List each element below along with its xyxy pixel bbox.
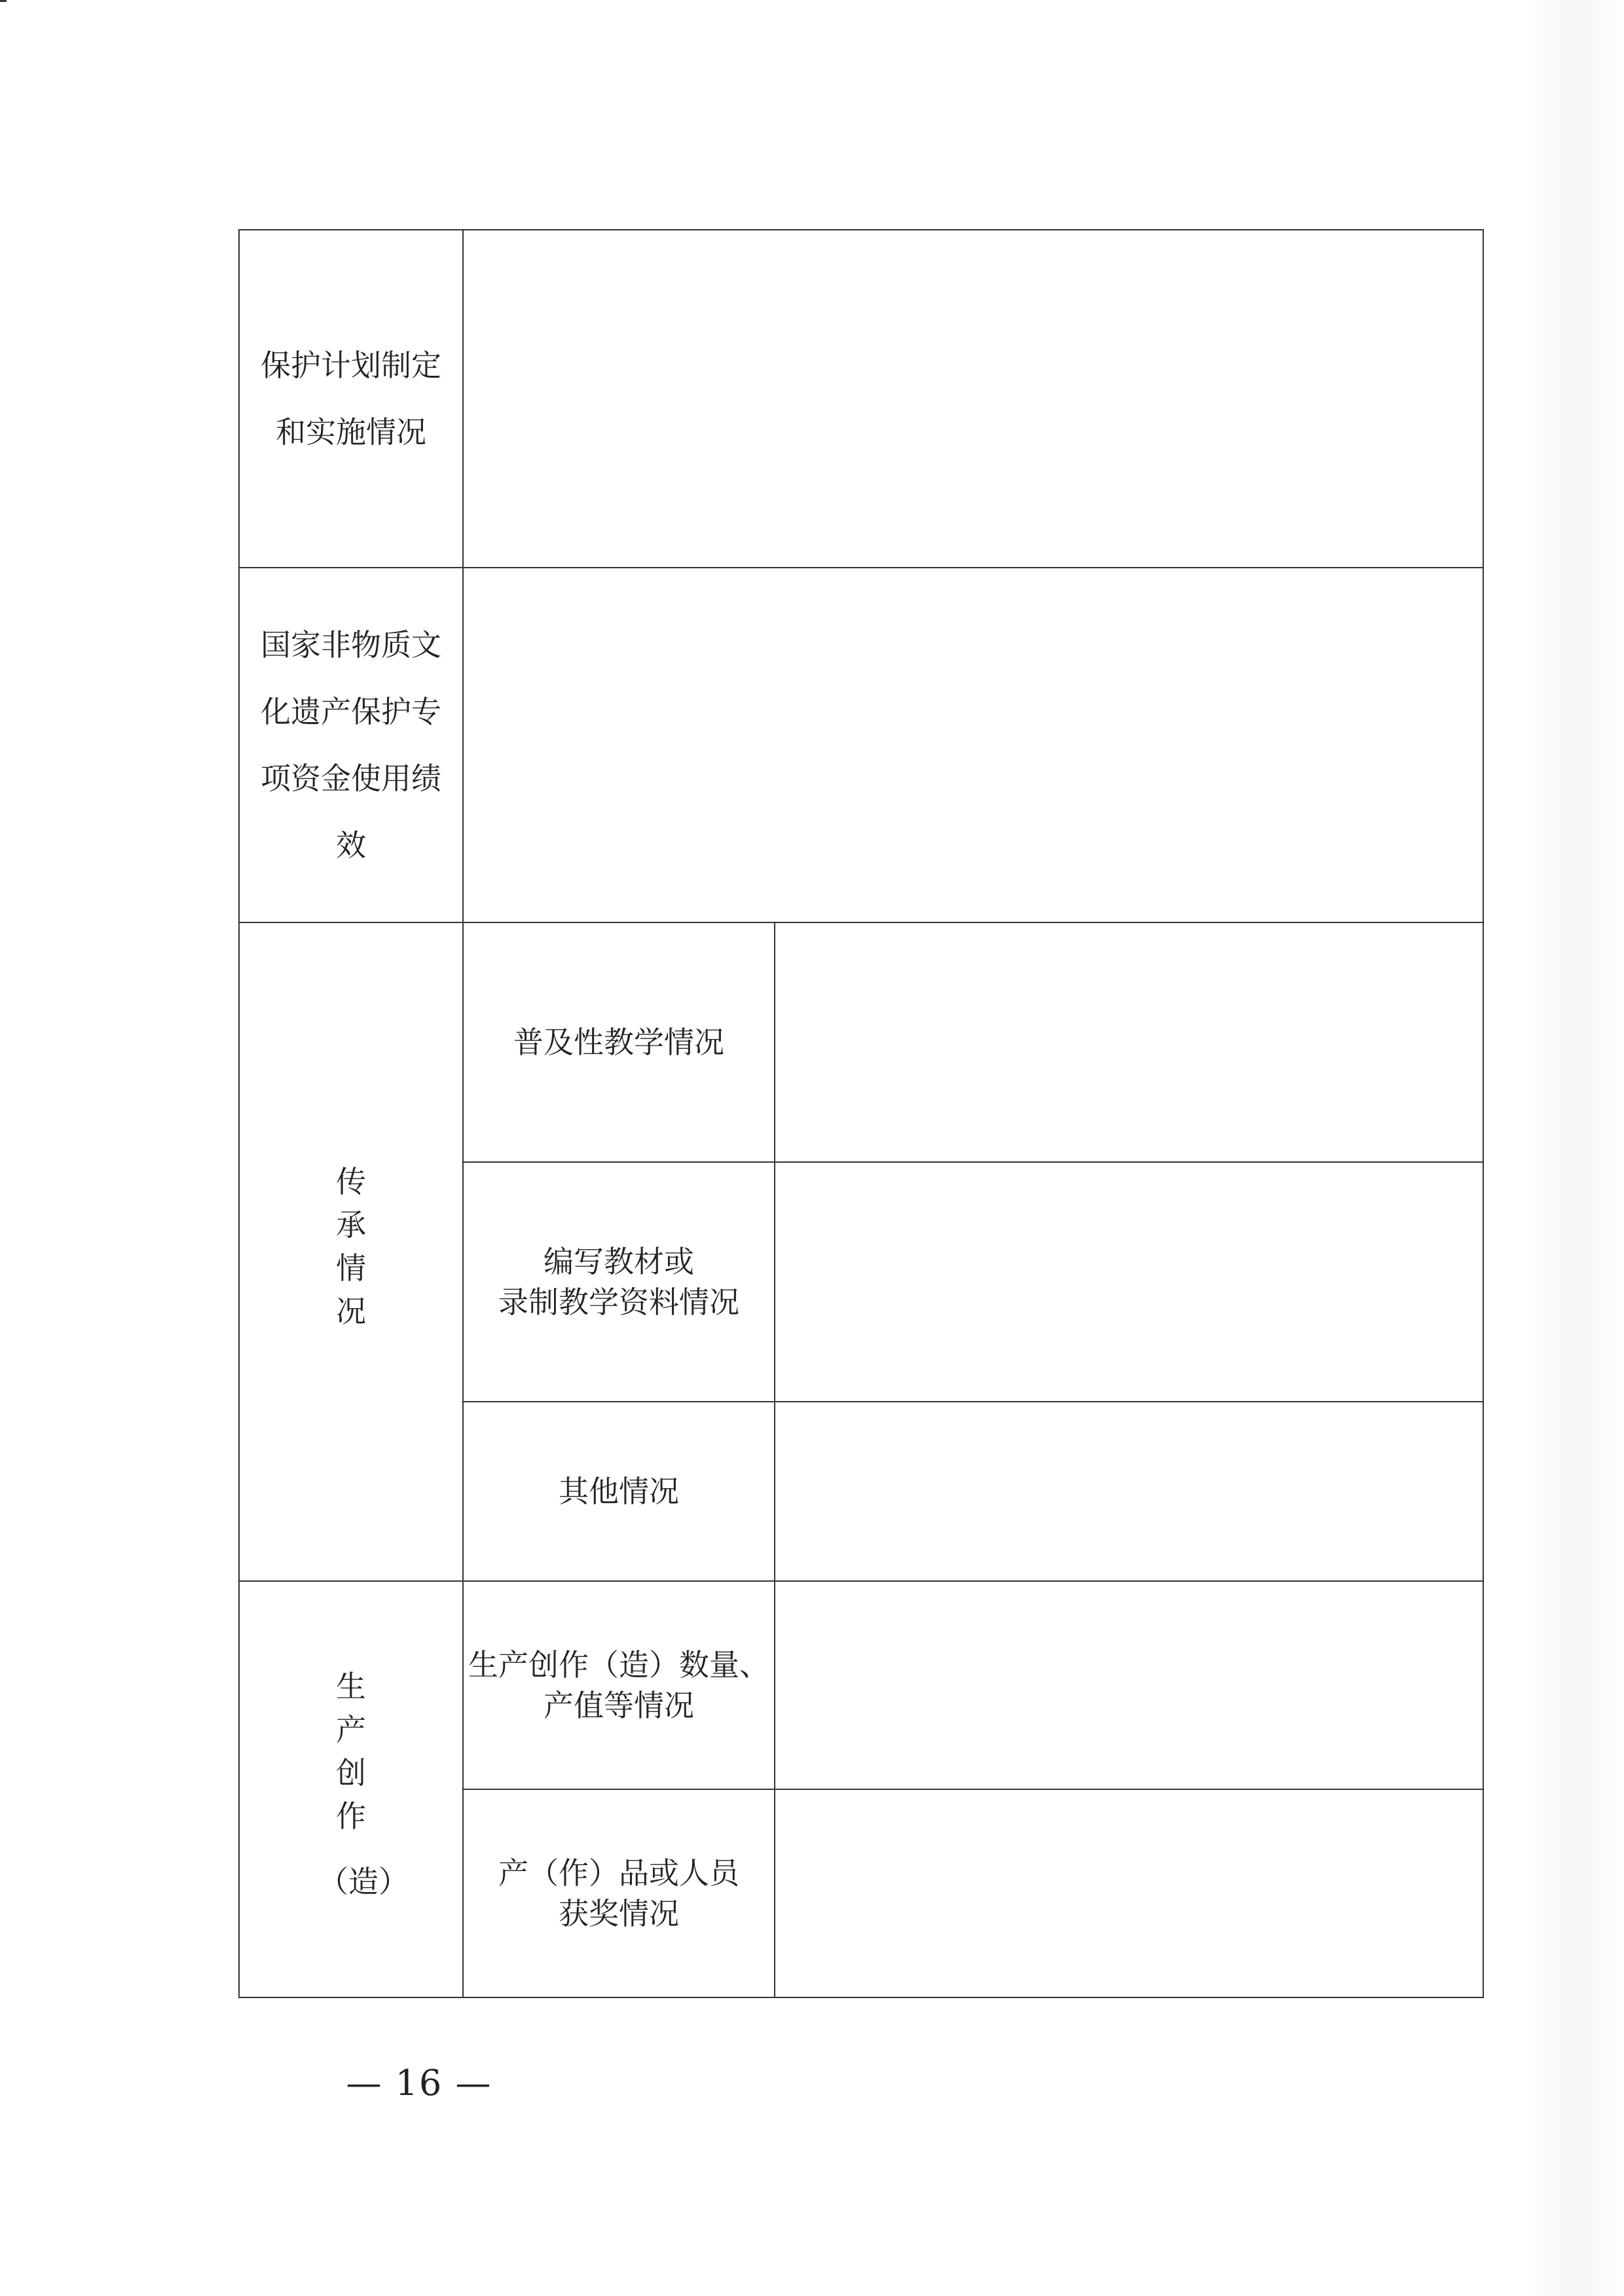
production-group-paren: （造） xyxy=(318,1863,409,1899)
label-awards-line2: 获奖情况 xyxy=(559,1896,679,1931)
field-production-quantity[interactable] xyxy=(775,1581,1483,1789)
row-popular-teaching xyxy=(239,922,1483,1162)
label-special-funds: 国家非物质文化遗产保护专项资金使用绩效 xyxy=(239,568,463,922)
label-textbooks-line2: 录制教学资料情况 xyxy=(498,1285,739,1320)
label-inheritance-group xyxy=(239,922,463,1581)
field-popular-teaching[interactable] xyxy=(775,922,1483,1162)
row-protection-plan xyxy=(239,230,1483,568)
field-textbooks[interactable] xyxy=(775,1162,1483,1402)
field-other[interactable] xyxy=(775,1402,1483,1581)
field-special-funds[interactable] xyxy=(463,568,1483,922)
field-protection-plan[interactable] xyxy=(463,230,1483,568)
label-production-quantity-line2: 产值等情况 xyxy=(544,1688,694,1723)
scan-edge-mark xyxy=(0,0,7,2)
label-production-quantity-line1: 生产创作（造）数量、 xyxy=(468,1647,769,1683)
field-awards[interactable] xyxy=(775,1789,1483,1997)
label-popular-teaching: 普及性教学情况 xyxy=(463,922,775,1162)
label-production-group xyxy=(239,1581,463,1997)
production-group-text: 生产创作 xyxy=(336,1668,366,1834)
label-textbooks-line1: 编写教材或 xyxy=(544,1244,694,1279)
paper-crease-shadow xyxy=(1526,0,1624,2296)
label-other: 其他情况 xyxy=(463,1402,775,1581)
label-awards xyxy=(463,1789,775,1997)
label-awards-line1: 产（作）品或人员 xyxy=(498,1855,739,1891)
report-form-table xyxy=(238,229,1484,1998)
inheritance-group-text: 传承情况 xyxy=(336,1163,366,1329)
label-protection-plan: 保护计划制定和实施情况 xyxy=(239,230,463,568)
label-production-quantity xyxy=(463,1581,775,1789)
row-production-quantity xyxy=(239,1581,1483,1789)
row-special-funds xyxy=(239,568,1483,922)
label-textbooks xyxy=(463,1162,775,1402)
page-number: — 16 — xyxy=(346,2062,492,2104)
